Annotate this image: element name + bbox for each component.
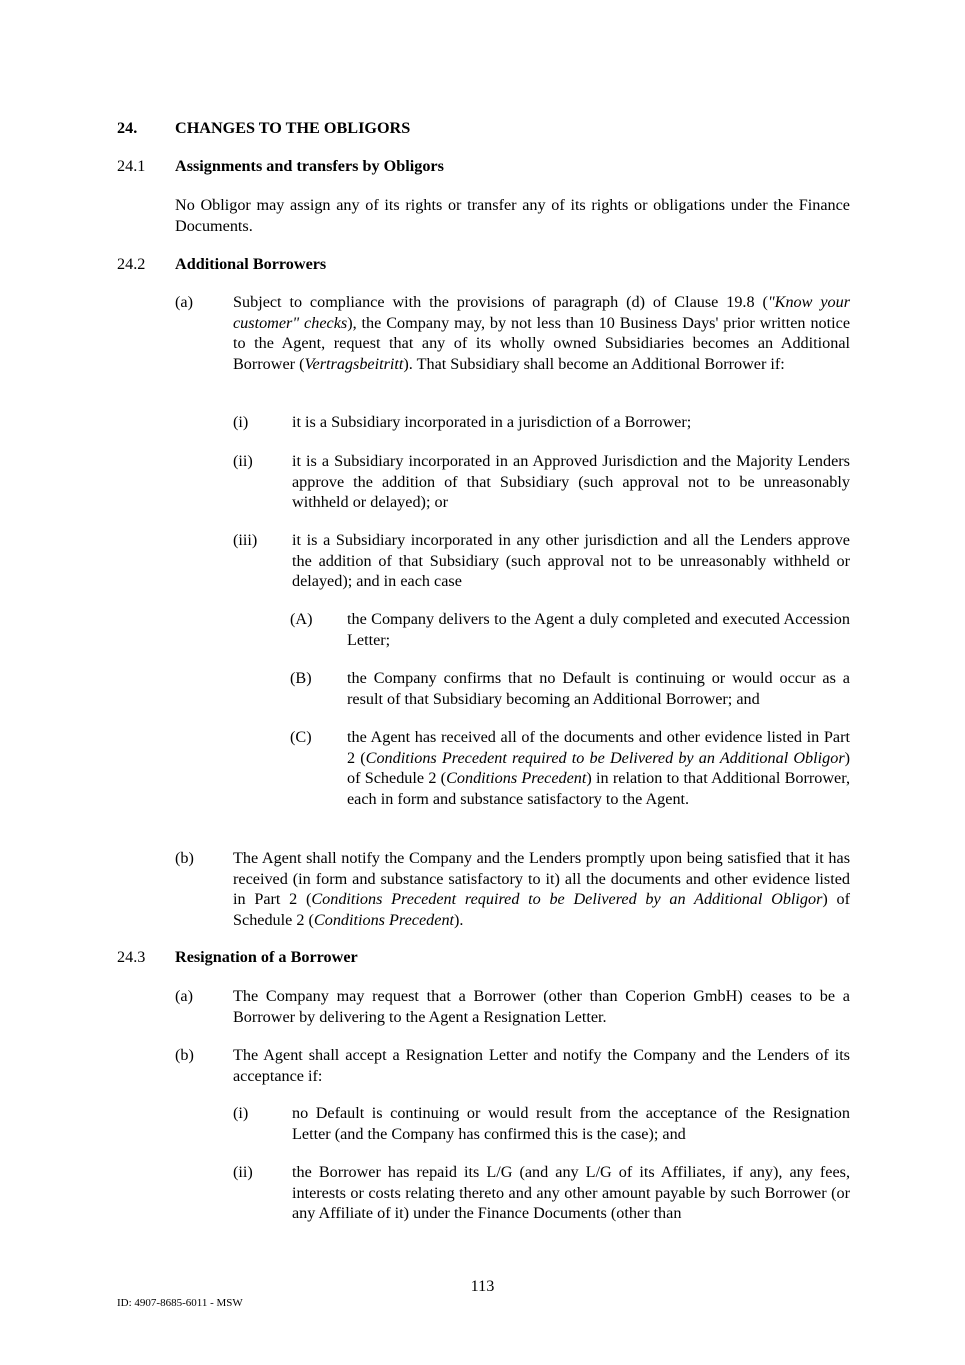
item-ii-text: it is a Subsidiary incorporated in an Approved Jurisdiction and the Majority Lenders approve the addition of that Subsidiary (such approval not to be unreasonably withheld or delayed); or [292,452,850,512]
clause-24-2-number: 24.2 [117,255,146,273]
item-A-text: the Company delivers to the Agent a duly completed and executed Accession Letter; [347,610,850,649]
item-A-label: (A) [290,610,313,628]
section-title: CHANGES TO THE OBLIGORS [175,119,411,137]
para-24-2-a-label: (a) [175,293,193,311]
section-number: 24. [117,119,138,137]
resign-item-ii-text: the Borrower has repaid its L/G (and any L/G of its Affiliates, if any), any fees, interests or costs relating thereto and any other amount payable by such Borrower (or any Affiliate of it) under the Finance Documents (other than [292,1163,850,1223]
clause-24-1-text: No Obligor may assign any of its rights or transfer any of its rights or obligations under the Finance Documents. [175,196,850,235]
item-i-label: (i) [233,413,249,431]
document-id: ID: 4907-8685-6011 - MSW [117,1297,243,1309]
page-number: 113 [470,1277,495,1295]
para-24-2-b-text: The Agent shall notify the Company and the Lenders promptly upon being satisfied that it has received (in form and substance satisfactory to it) all the documents and other evidence listed in Part 2 (Conditions Precedent required to be Delivered by an Additional Obligor) of Schedule 2 (Conditions Precedent). [233,849,851,929]
resign-item-ii-label: (ii) [233,1163,253,1181]
para-24-2-b-label: (b) [175,849,194,867]
para-24-3-b-label: (b) [175,1046,194,1064]
clause-24-1-number: 24.1 [117,157,146,175]
resign-item-i-label: (i) [233,1104,249,1122]
item-B-label: (B) [290,669,312,687]
clause-24-3-number: 24.3 [117,948,146,966]
item-B-text: the Company confirms that no Default is continuing or would occur as a result of that Subsidiary becoming an Additional Borrower; and [347,669,850,708]
item-ii-label: (ii) [233,452,253,470]
item-iii-label: (iii) [233,531,258,549]
item-i-text: it is a Subsidiary incorporated in a jurisdiction of a Borrower; [292,413,692,431]
item-C-label: (C) [290,728,312,746]
para-24-3-a-text: The Company may request that a Borrower (other than Coperion GmbH) ceases to be a Borrower by delivering to the Agent a Resignation Letter. [233,987,850,1026]
clause-24-1-title: Assignments and transfers by Obligors [175,157,444,175]
item-C-text: the Agent has received all of the documents and other evidence listed in Part 2 (Conditions Precedent required to be Delivered by an Additional Obligor) of Schedule 2 (Conditions Precedent) in relation to that Additional Borrower, each in form and substance satisfactory to the Agent. [347,728,851,808]
item-iii-text: it is a Subsidiary incorporated in any other jurisdiction and all the Lenders approve the addition of that Subsidiary (such approval not to be unreasonably withheld or delayed); and in each case [292,531,850,591]
para-24-3-a-label: (a) [175,987,193,1005]
resign-item-i-text: no Default is continuing or would result from the acceptance of the Resignation Letter (and the Company has confirmed this is the case); and [292,1104,850,1143]
para-24-3-b-text: The Agent shall accept a Resignation Letter and notify the Company and the Lenders of its acceptance if: [233,1046,850,1085]
clause-24-2-title: Additional Borrowers [175,255,327,273]
clause-24-3-title: Resignation of a Borrower [175,948,358,966]
para-24-2-a-text: Subject to compliance with the provisions of paragraph (d) of Clause 19.8 ("Know your customer" checks), the Company may, by not less than 10 Business Days' prior written notice to the Agent, request that any of its wholly owned Subsidiaries becomes an Additional Borrower (Vertragsbeitritt). That Subsidiary shall become an Additional Borrower if: [233,293,850,373]
